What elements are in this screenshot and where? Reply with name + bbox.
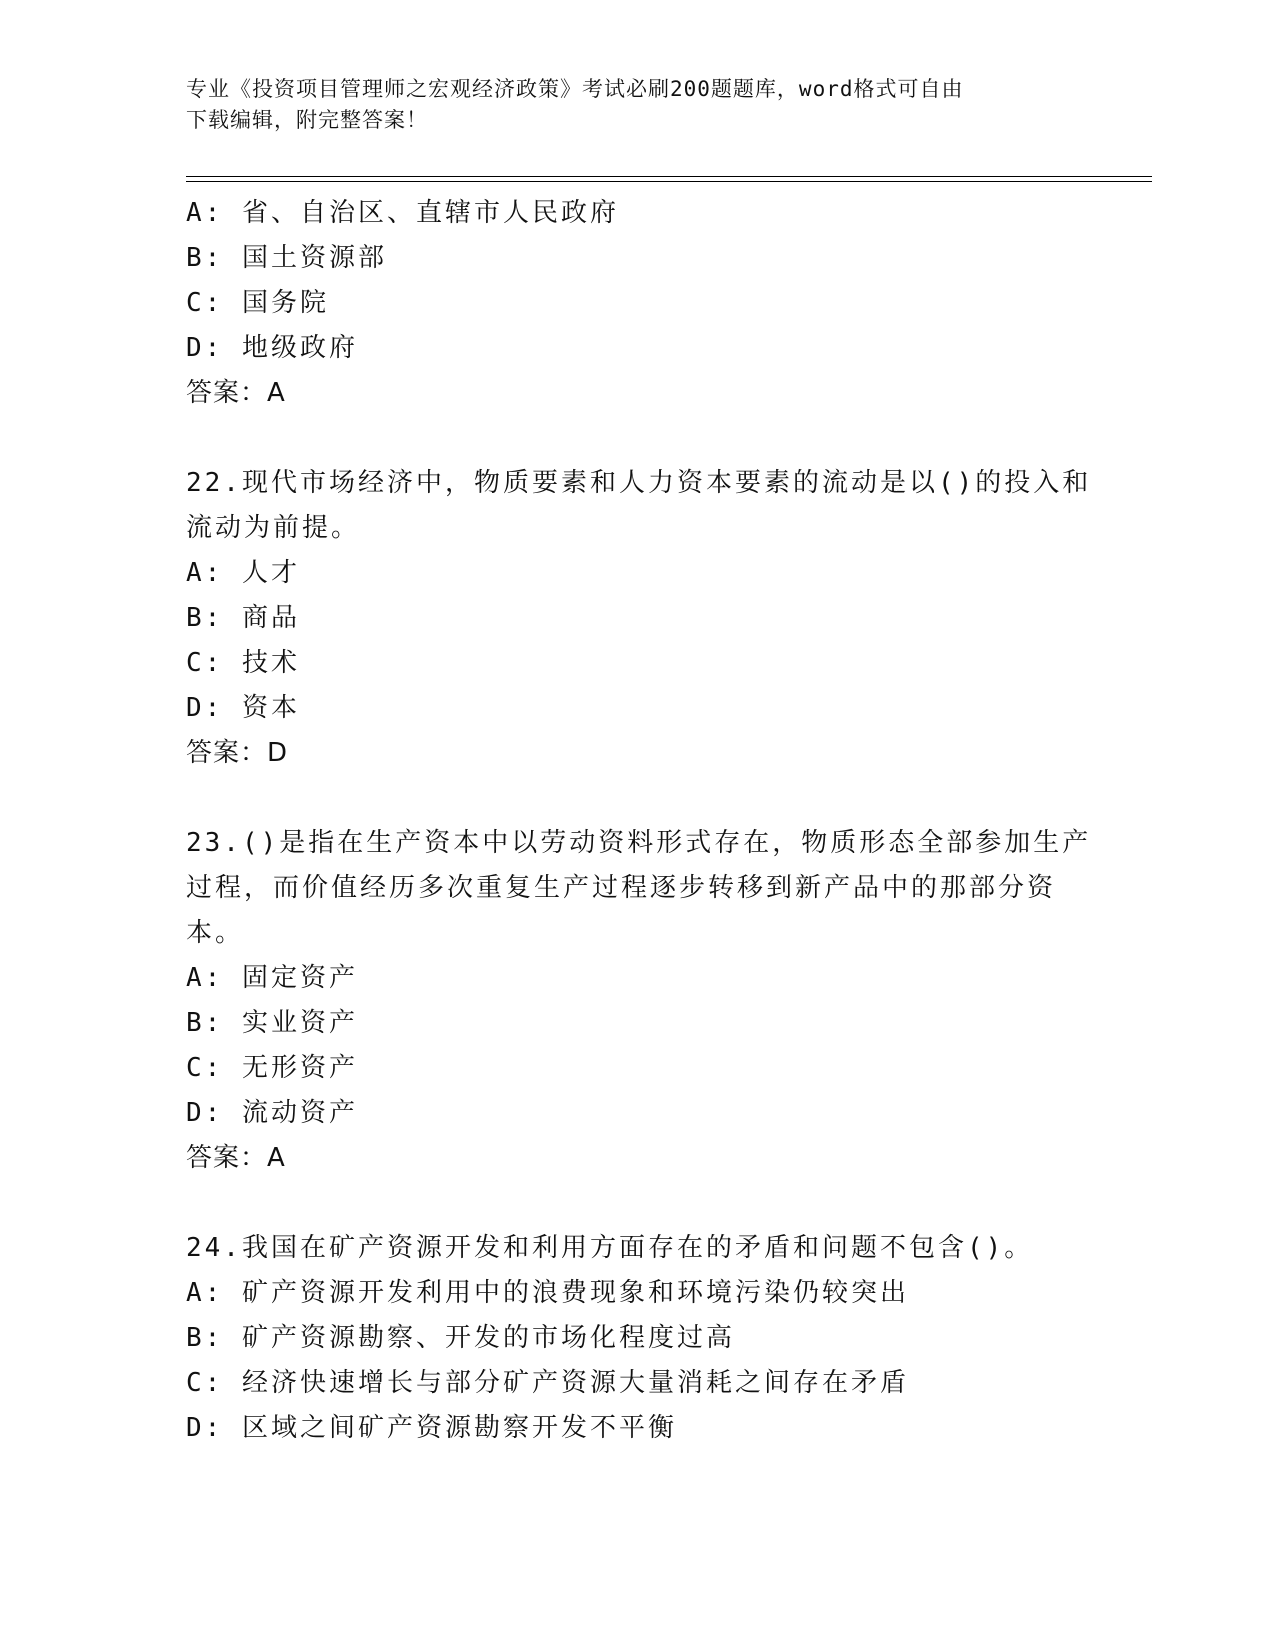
q22-stem-line-2: 流动为前提。 — [186, 513, 361, 543]
q23-option-b: B: 实业资产 — [186, 1008, 358, 1038]
document-header — [186, 74, 1066, 136]
q23-option-d: D: 流动资产 — [186, 1098, 358, 1128]
q22-option-a: A: 人才 — [186, 558, 300, 588]
q21-option-a: A: 省、自治区、直辖市人民政府 — [186, 198, 619, 228]
header-divider-top — [186, 176, 1152, 177]
q23-stem-line-1: 23.()是指在生产资本中以劳动资料形式存在，物质形态全部参加生产 — [186, 828, 1092, 858]
q23-stem-line-3: 本。 — [186, 918, 245, 948]
q23-stem-line-2: 过程，而价值经历多次重复生产过程逐步转移到新产品中的那部分资 — [186, 873, 1057, 903]
q24-option-b: B: 矿产资源勘察、开发的市场化程度过高 — [186, 1323, 735, 1353]
q21-option-b: B: 国土资源部 — [186, 243, 387, 273]
q23-option-a: A: 固定资产 — [186, 963, 358, 993]
q22-option-b: B: 商品 — [186, 603, 300, 633]
q23-answer: 答案：A — [186, 1143, 286, 1173]
q23-option-c: C: 无形资产 — [186, 1053, 358, 1083]
q22-stem-line-1: 22.现代市场经济中，物质要素和人力资本要素的流动是以()的投入和 — [186, 468, 1092, 498]
q22-answer: 答案：D — [186, 738, 289, 768]
header-line-2: 下载编辑，附完整答案！ — [186, 108, 428, 132]
header-divider-bottom — [186, 181, 1152, 182]
q24-stem-line-1: 24.我国在矿产资源开发和利用方面存在的矛盾和问题不包含()。 — [186, 1233, 1034, 1263]
q22-option-d: D: 资本 — [186, 693, 300, 723]
q22-option-c: C: 技术 — [186, 648, 300, 678]
q21-option-c: C: 国务院 — [186, 288, 329, 318]
header-line-1: 专业《投资项目管理师之宏观经济政策》考试必刷200题题库，word格式可自由 — [186, 77, 964, 101]
q21-option-d: D: 地级政府 — [186, 333, 358, 363]
q21-answer: 答案：A — [186, 378, 286, 408]
q24-option-a: A: 矿产资源开发利用中的浪费现象和环境污染仍较突出 — [186, 1278, 909, 1308]
q24-option-d: D: 区域之间矿产资源勘察开发不平衡 — [186, 1413, 677, 1443]
q24-option-c: C: 经济快速增长与部分矿产资源大量消耗之间存在矛盾 — [186, 1368, 909, 1398]
